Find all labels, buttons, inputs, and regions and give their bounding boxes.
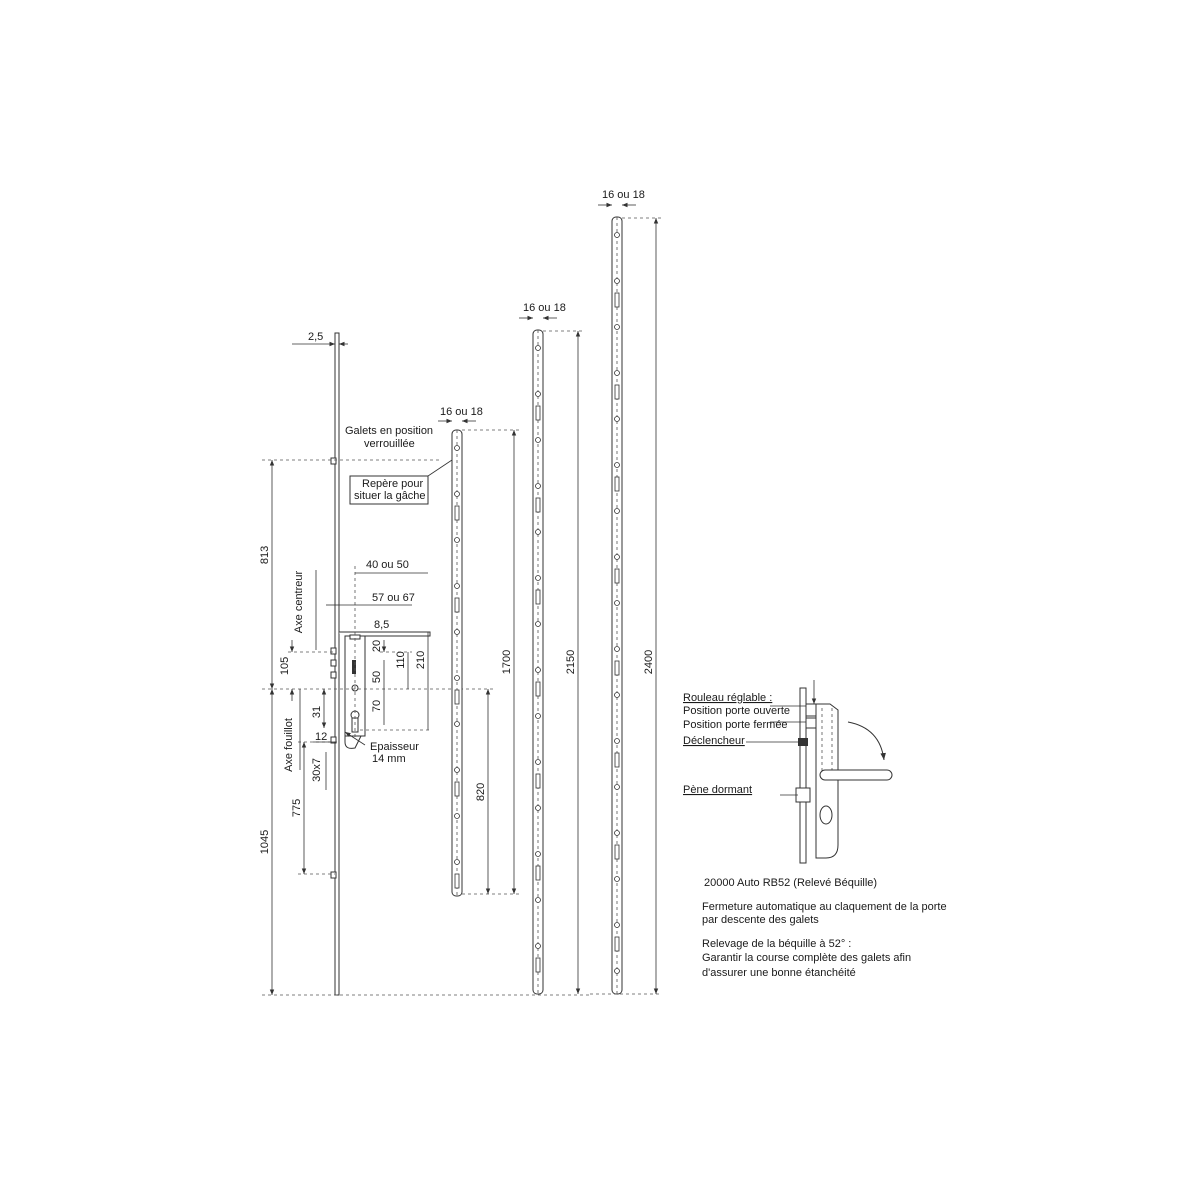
rod-hole — [536, 898, 541, 903]
rod-hole — [536, 668, 541, 673]
axe-centreur-label: Axe centreur — [293, 570, 305, 634]
dim-1045-label: 1045 — [259, 829, 271, 855]
rod-hole — [615, 647, 620, 652]
rod-hole — [455, 722, 460, 727]
dim-105 — [279, 640, 335, 701]
rod-slot — [455, 690, 459, 704]
rod-2400 — [612, 217, 622, 994]
rod-hole — [455, 860, 460, 865]
dim-820 — [475, 689, 488, 894]
rod-slot — [455, 598, 459, 612]
dim-105-label: 105 — [279, 656, 291, 676]
galets-label-line1: Galets en position — [345, 425, 434, 437]
dim-2400-label: 2400 — [643, 649, 655, 675]
position-ouverte-label: Position porte ouverte — [683, 705, 791, 717]
rod-hole — [536, 622, 541, 627]
rod-slot — [615, 569, 619, 583]
rod-hole — [536, 346, 541, 351]
dim-57-67-label: 57 ou 67 — [372, 592, 415, 604]
rod-slot — [615, 937, 619, 951]
rod-hole — [536, 576, 541, 581]
description-line1: Fermeture automatique au claquement de la porte — [702, 901, 947, 913]
rod-slot — [536, 590, 540, 604]
dim-813-label: 813 — [259, 545, 271, 565]
pene-dormant-label: Pène dormant — [683, 784, 753, 796]
rod-hole — [615, 233, 620, 238]
dim-1700-label: 1700 — [501, 649, 513, 675]
description-line3: Relevage de la béquille à 52° : — [702, 938, 852, 950]
rod-slot — [615, 845, 619, 859]
rod-slot — [615, 753, 619, 767]
dim-820-label: 820 — [475, 782, 487, 802]
rod-hole — [615, 555, 620, 560]
rod-hole — [536, 852, 541, 857]
rod-hole — [615, 923, 620, 928]
dim-30x7-label: 30x7 — [311, 758, 323, 782]
rod-slot — [536, 774, 540, 788]
rod-hole — [615, 371, 620, 376]
rod-hole — [615, 463, 620, 468]
rod-hole — [615, 969, 620, 974]
callout-repere — [350, 460, 452, 504]
rod-hole — [536, 484, 541, 489]
rod-hole — [615, 785, 620, 790]
rod-hole — [536, 714, 541, 719]
rod-slot — [536, 498, 540, 512]
dim-1700 — [462, 430, 520, 894]
axe-centreur — [293, 570, 316, 650]
dim-vertical-case — [360, 632, 430, 730]
rod-hole — [536, 530, 541, 535]
rod-slot — [455, 782, 459, 796]
rod-hole — [536, 944, 541, 949]
description-line4: Garantir la course complète des galets afin — [702, 952, 912, 964]
dim-31-label: 31 — [311, 705, 323, 719]
rod-hole — [455, 676, 460, 681]
dim-775-label: 775 — [291, 798, 303, 818]
galets-label-line2: verrouillée — [364, 438, 415, 450]
rod-hole — [615, 693, 620, 698]
dim-8-5-label: 8,5 — [374, 619, 390, 631]
position-fermee-label: Position porte fermée — [683, 719, 788, 731]
rod-hole — [455, 814, 460, 819]
rod-hole — [455, 446, 460, 451]
rod-hole — [615, 279, 620, 284]
rod-hole — [615, 601, 620, 606]
rod-1700 — [452, 430, 462, 896]
rod-slot — [536, 406, 540, 420]
rod1-width-label: 16 ou 18 — [440, 406, 483, 418]
dim-210-label: 210 — [415, 650, 427, 670]
repere-label-line2: situer la gâche — [354, 490, 426, 502]
dim-rod1-width — [438, 406, 483, 421]
dim-2400 — [590, 218, 662, 994]
rod-slot — [455, 506, 459, 520]
rod-slot — [455, 874, 459, 888]
rod-slot — [536, 682, 540, 696]
rod-hole — [615, 877, 620, 882]
rod-hole — [615, 325, 620, 330]
callout-galets — [345, 425, 433, 450]
dim-20-label: 20 — [371, 639, 383, 653]
dim-rod2-width — [519, 302, 566, 318]
dim-50-label: 50 — [371, 670, 383, 684]
description-block — [702, 877, 947, 979]
rod-hole — [615, 831, 620, 836]
rod-hole — [536, 806, 541, 811]
epaisseur-label-line1: Epaisseur — [370, 741, 419, 753]
rod-slot — [536, 958, 540, 972]
dim-70-label: 70 — [371, 699, 383, 713]
axe-fouillot — [283, 689, 300, 772]
rod-hole — [615, 739, 620, 744]
declencheur-label: Déclencheur — [683, 735, 745, 747]
rod-2150 — [533, 330, 543, 994]
dim-40-50-label: 40 ou 50 — [366, 559, 409, 571]
product-name: 20000 Auto RB52 (Relevé Béquille) — [704, 877, 878, 889]
description-line5: d'assurer une bonne étanchéité — [702, 967, 856, 979]
dim-rod3-width — [598, 189, 645, 205]
rod-hole — [455, 768, 460, 773]
rod-slot — [615, 661, 619, 675]
dim-2150-label: 2150 — [565, 649, 577, 675]
rod-hole — [536, 760, 541, 765]
rod-hole — [536, 392, 541, 397]
description-line2: par descente des galets — [702, 914, 819, 926]
rod2-width-label: 16 ou 18 — [523, 302, 566, 314]
rod-hole — [455, 492, 460, 497]
rod-slot — [615, 477, 619, 491]
rod-slot — [615, 385, 619, 399]
rod-hole — [455, 584, 460, 589]
rod-hole — [455, 538, 460, 543]
rouleau-label: Rouleau réglable : — [683, 692, 773, 704]
axe-fouillot-label: Axe fouillot — [283, 718, 295, 772]
detail-labels — [683, 692, 790, 796]
rod-hole — [615, 417, 620, 422]
dim-2150 — [543, 331, 584, 994]
rod-slot — [615, 293, 619, 307]
rod-hole — [536, 438, 541, 443]
faceplate-thickness-label: 2,5 — [308, 331, 324, 343]
rod-hole — [615, 509, 620, 514]
repere-label-line1: Repère pour — [362, 478, 424, 490]
dim-110-label: 110 — [395, 651, 407, 669]
rod-hole — [455, 630, 460, 635]
dim-faceplate-thickness — [292, 331, 348, 344]
dim-12-label: 12 — [315, 731, 328, 743]
rod3-width-label: 16 ou 18 — [602, 189, 645, 201]
epaisseur-label-line2: 14 mm — [372, 753, 406, 765]
rod-slot — [536, 866, 540, 880]
